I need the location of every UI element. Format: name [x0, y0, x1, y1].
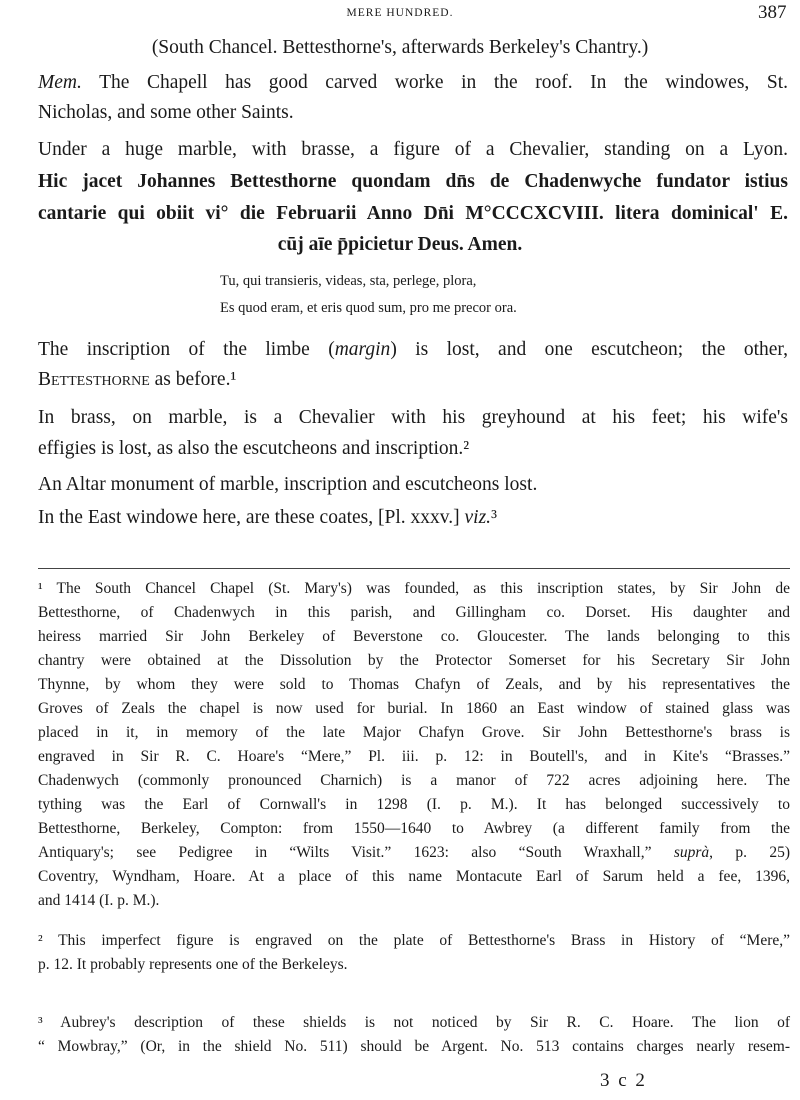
footnote-line	[38, 748, 790, 767]
text-segment: Coventry, Wyndham, Hoare. At a place of this name Montacute Earl of Sarum held a fee, 1396,	[38, 868, 790, 885]
footnote-line	[38, 868, 790, 887]
text-segment: Under a huge marble, with brasse, a figure of a Chevalier, standing on a Lyon.	[38, 139, 788, 160]
footnote-line	[38, 772, 790, 791]
footnote-line	[38, 892, 790, 911]
text-line	[38, 368, 788, 391]
text-segment: The inscription of the limbe (	[38, 339, 335, 360]
text-segment: Hic jacet Johannes Bettesthorne quondam dn̄s de Chadenwyche fundator istius	[38, 171, 788, 192]
text-line	[0, 233, 800, 256]
text-line	[38, 506, 788, 529]
text-segment: ³	[491, 507, 497, 528]
text-segment: cūj aīe p̄picietur Deus. Amen.	[277, 234, 523, 255]
footnote-line	[38, 676, 790, 695]
text-segment: “ Mowbray,” (Or, in the shield No. 511) should be Argent. No. 513 contains charges nearly resem-	[38, 1038, 790, 1055]
text-segment: ¹ The South Chancel Chapel (St. Mary's) was founded, as this inscription states, by Sir John de	[38, 580, 790, 597]
text-segment: In brass, on marble, is a Chevalier with his greyhound at his feet; his wife's	[38, 407, 788, 428]
footnote-line	[38, 604, 790, 623]
text-segment: Mem.	[38, 72, 82, 93]
footnote-line	[38, 820, 790, 839]
footnote-line	[38, 700, 790, 719]
footnote-divider	[38, 568, 790, 569]
text-segment: Antiquary's; see Pedigree in “Wilts Visit.” 1623: also “South Wraxhall,”	[38, 844, 674, 861]
text-segment: Bettesthorne	[38, 369, 150, 390]
text-line	[38, 437, 788, 460]
text-segment: tything was the Earl of Cornwall's in 1298 (I. p. M.). It has belonged successively to	[38, 796, 790, 813]
footnote-line	[38, 628, 790, 647]
text-segment: ² This imperfect figure is engraved on the plate of Bettesthorne's Brass in History of “Mere,”	[38, 932, 790, 949]
text-segment: An Altar monument of marble, inscription and escutcheons lost.	[38, 474, 538, 495]
text-line	[38, 170, 788, 193]
text-segment: margin	[334, 339, 391, 360]
text-line	[38, 71, 788, 94]
footnote-line	[38, 844, 790, 863]
text-segment: The Chapell has good carved worke in the roof. In the windowes, St.	[81, 72, 788, 93]
text-segment: engraved in Sir R. C. Hoare's “Mere,” Pl. iii. p. 12: in Boutell's, and in Kite's “Brasses.”	[38, 748, 790, 765]
text-segment: Groves of Zeals the chapel is now used for burial. In 1860 an East window of stained glass was	[38, 700, 790, 717]
text-segment: Chadenwych (commonly pronounced Charnich) is a manor of 722 acres adjoining here. The	[38, 772, 790, 789]
text-segment: ³ Aubrey's description of these shields is not noticed by Sir R. C. Hoare. The lion of	[38, 1014, 790, 1031]
text-line	[38, 202, 788, 225]
text-line	[38, 138, 788, 161]
text-segment: Bettesthorne, Berkeley, Compton: from 1550—1640 to Awbrey (a different family from the	[38, 820, 790, 837]
text-segment: heiress married Sir John Berkeley of Beverstone co. Gloucester. The lands belonging to this	[38, 628, 790, 645]
text-segment: effigies is lost, as also the escutcheons and inscription.²	[38, 438, 470, 459]
text-segment: Thynne, by whom they were sold to Thomas Chafyn of Zeals, and by his representatives the	[38, 676, 790, 693]
page-number: 387	[758, 2, 787, 23]
text-segment: Tu, qui transieris, videas, sta, perlege, plora,	[220, 273, 477, 289]
text-line	[38, 473, 788, 496]
text-segment: (South Chancel. Bettesthorne's, afterwards Berkeley's Chantry.)	[151, 37, 649, 58]
text-segment: cantarie qui obiit vi° die Februarii Anno Dn̄i M°CCCXCVIII. litera dominical' E.	[38, 203, 788, 224]
text-line	[38, 338, 788, 361]
running-title: MERE HUNDRED.	[346, 7, 454, 19]
footnote-line	[38, 652, 790, 671]
footnote-line	[38, 796, 790, 815]
text-segment: p. 12. It probably represents one of the Berkeleys.	[38, 956, 348, 973]
text-segment: chantry were obtained at the Dissolution by the Protector Somerset for his Secretary Sir John	[38, 652, 790, 669]
footnote-line	[38, 580, 790, 599]
footnote-line	[38, 1038, 790, 1057]
text-line	[38, 406, 788, 429]
text-line	[0, 36, 800, 59]
text-segment: suprà	[673, 844, 710, 861]
text-segment: as before.¹	[149, 369, 237, 390]
footnote-line	[38, 956, 790, 975]
text-segment: Bettesthorne, of Chadenwych in this parish, and Gillingham co. Dorset. His daughter and	[38, 604, 790, 621]
text-line	[220, 273, 476, 290]
signature-mark: 3 c 2	[600, 1070, 647, 1091]
footnote-line	[38, 1014, 790, 1033]
text-segment: ) is lost, and one escutcheon; the other,	[390, 339, 788, 360]
text-segment: In the East windowe here, are these coates, [Pl. xxxv.]	[38, 507, 465, 528]
text-segment: and 1414 (I. p. M.).	[38, 892, 160, 909]
footnote-line	[38, 932, 790, 951]
text-segment: , p. 25)	[709, 844, 790, 861]
text-segment: Es quod eram, et eris quod sum, pro me precor ora.	[220, 300, 517, 316]
footnote-line	[38, 724, 790, 743]
text-segment: placed in it, in memory of the late Major Chafyn Grove. Sir John Bettesthorne's brass is	[38, 724, 790, 741]
text-segment: viz.	[464, 507, 492, 528]
text-line	[220, 300, 517, 317]
text-line	[38, 101, 788, 124]
text-segment: Nicholas, and some other Saints.	[38, 102, 294, 123]
